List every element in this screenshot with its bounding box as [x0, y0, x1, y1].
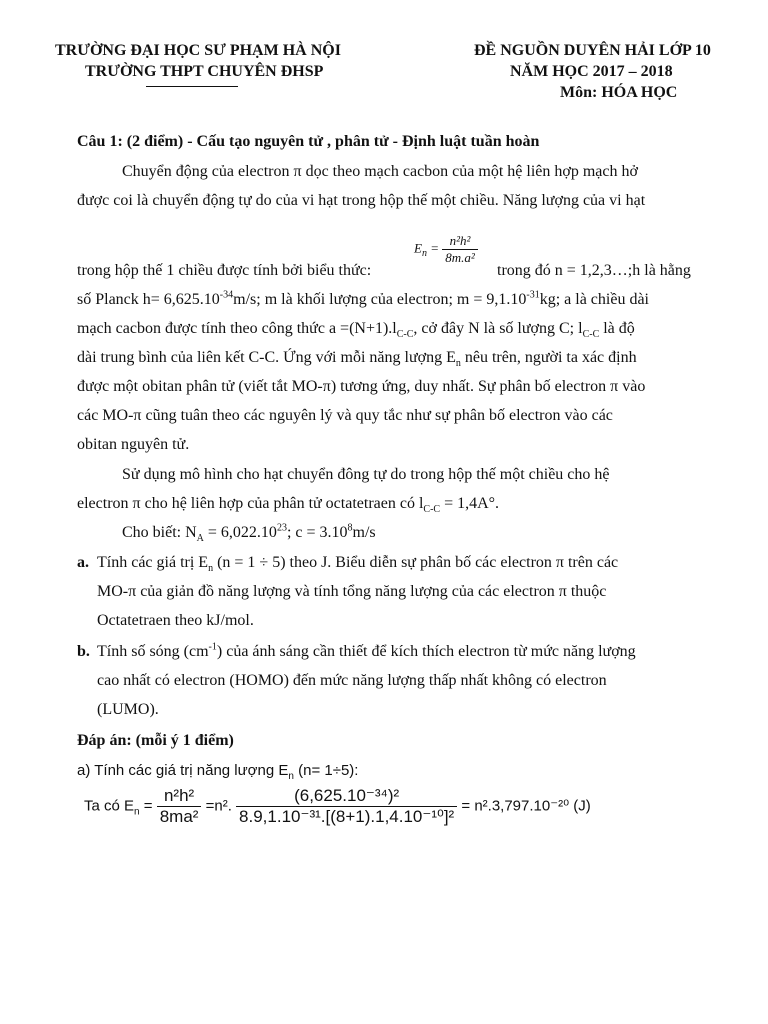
p1-line3b: trong đó n = 1,2,3…;h là hằng — [497, 262, 691, 279]
school-name: TRƯỜNG ĐẠI HỌC SƯ PHẠM HÀ NỘI — [55, 42, 341, 59]
school-year: NĂM HỌC 2017 – 2018 — [510, 63, 673, 80]
exam-title: ĐỀ NGUỒN DUYÊN HẢI LỚP 10 — [474, 42, 711, 59]
part-b-line3: (LUMO). — [97, 701, 159, 718]
part-b-label: b. — [77, 643, 90, 660]
answer-a-line: a) Tính các giá trị năng lượng $E_n$ (n= 1÷5): — [77, 762, 359, 782]
given-constants: Cho biết: $N_A = 6,022.10^{23}$; $c = 3.10^8m/s$ — [122, 522, 376, 545]
part-a-line2: MO-π của giản đồ năng lượng và tính tổng năng lượng của các electron π thuộc — [97, 583, 607, 600]
answer-title: Đáp án: (mỗi ý 1 điểm) — [77, 732, 234, 749]
energy-formula: $E_n$ = $\frac{\text{n²h²}}{\text{8m.a²}}$ — [414, 233, 478, 266]
p1-line9: obitan nguyên tử. — [77, 436, 190, 453]
header-underline — [146, 86, 238, 87]
p1-line6: dài trung bình của liên kết C-C. Ứng với mỗi năng lượng $E_n$ nêu trên, người ta xác định — [77, 349, 637, 370]
p2-line1: Sử dụng mô hình cho hạt chuyển đông tự do trong hộp thế một chiều cho hệ — [122, 466, 610, 483]
part-b-line1: Tính số sóng $(cm^{-1})$ của ánh sáng cần thiết để kích thích electron từ mức năng lượng — [97, 641, 636, 660]
part-a-label: a. — [77, 554, 89, 571]
p1-line3a: trong hộp thế 1 chiều được tính bởi biểu thức: — [77, 262, 372, 279]
part-a-line1: Tính các giá trị $E_n$ (n = 1 ÷ 5) theo J. Biểu diễn sự phân bố các electron π trên các — [97, 554, 619, 575]
part-b-line2: cao nhất có electron (HOMO) đến mức năng lượng thấp nhất không có electron — [97, 672, 607, 689]
p1-line1: Chuyển động của electron π dọc theo mạch cacbon của một hệ liên hợp mạch hở — [122, 163, 638, 180]
p2-line2: electron π cho hệ liên hợp của phân tử octatetraen có $l_{C-C} = 1,4A^\circ$. — [77, 495, 500, 516]
p1-line4: số Planck $h= 6,625.10^{-34}m/s$; m là khối lượng của electron; $m = 9,1.10^{-31}kg$; a là chiều dài — [77, 289, 649, 308]
p1-line5: mạch cacbon được tính theo công thức $a =(N+1).l_{C-C}$, cở đây N là số lượng C; $l_{C-C}$ là độ — [77, 320, 635, 341]
question-title: Câu 1: (2 điểm) - Cấu tạo nguyên tử , phân tử - Định luật tuần hoàn — [77, 133, 540, 150]
answer-formula: Ta có $E_n$ = $\frac{\text{n²h²}}{\text{8ma²}}$ =n². $\frac{\text{(6,625.10⁻³⁴)²}}{\text{8.9,1.10⁻³¹.[(8+1).1,4.10⁻¹⁰]²}}$ = n².3,797.10⁻²⁰ (J) — [84, 786, 591, 826]
p1-line8: các MO-π cũng tuân theo các nguyên lý và quy tắc như sự phân bố electron vào các — [77, 407, 613, 424]
p1-line2: được coi là chuyển động tự do của vi hạt trong hộp thế một chiều. Năng lượng của vi hạt — [77, 192, 646, 209]
part-a-line3: Octatetraen theo kJ/mol. — [97, 612, 254, 629]
school-subname: TRƯỜNG THPT CHUYÊN ĐHSP — [85, 63, 324, 80]
subject: Môn: HÓA HỌC — [560, 84, 678, 101]
p1-line7: được một obitan phân tử (viết tắt MO-π) tương ứng, duy nhất. Sự phân bố electron π vào — [77, 378, 646, 395]
